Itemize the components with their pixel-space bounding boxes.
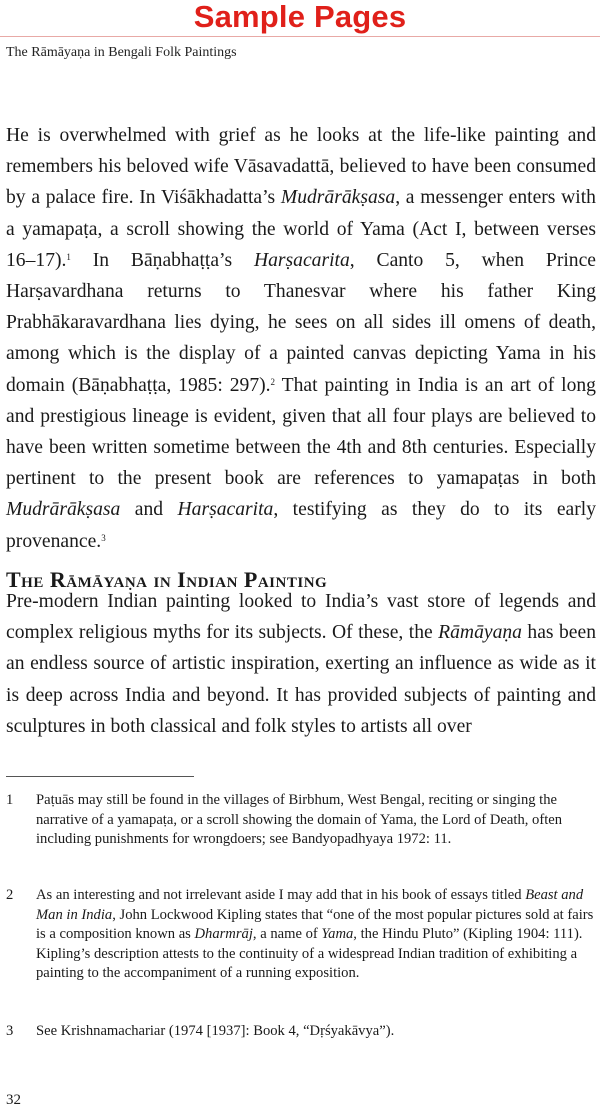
para2-text: has been an endless source of artistic inspiration, exerting an influence as wide as it is deep across India and beyond. It has provided subjects of painting and sculptures in both classical and folk styles to artists all over <box>6 622 596 737</box>
para1-title-harsacarita: Harṣacarita <box>253 249 350 271</box>
footnote-text <box>36 1022 596 1042</box>
footnote-divider <box>6 776 194 777</box>
footnote-text-part: See Krishnamachariar (1974 [1937]: Book 4, “Dṛśyakāvya”). <box>36 1023 395 1039</box>
running-head: The Rāmāyaṇa in Bengali Folk Paintings <box>6 45 237 60</box>
footnote-2 <box>6 886 596 984</box>
page-number: 32 <box>6 1092 21 1108</box>
para2-title-ramayana: Rāmāyaṇa <box>438 622 522 644</box>
footnote-term-dharmraj: Dharmrāj <box>194 926 253 942</box>
para1-text: In Bāṇabhaṭṭa’s <box>70 249 254 271</box>
sample-pages-banner: Sample Pages <box>193 0 407 34</box>
para1-text: He is overwhelmed with grief as he looks at the life-like painting and remembers his beloved wife Vāsavadattā, believed to have been consumed by a palace fire. In Viśākhadatta’s <box>6 125 596 209</box>
footnote-ref-3: 3 <box>101 532 106 543</box>
para1-text: , Canto 5, when Prince Harṣavardhana returns to Thanesvar where his father King Prabhākaravardhana lies dying, he sees on all sides ill omens of death, among which is the display of a painted canvas depicting Yama in his domain (Bāṇabhaṭṭa, 1985: 297). <box>6 249 596 396</box>
footnote-term-yama: Yama <box>321 926 354 942</box>
para1-text: , testifying as they do to its early provenance. <box>6 499 596 552</box>
footnote-text-part: , the Hindu Pluto” (Kipling 1904: 111). Kipling’s description attests to the continuity of a widespread Indian tradition of exhibiting a painting to the accompaniment of a running exposition. <box>36 926 583 981</box>
para1-text: and <box>120 499 178 521</box>
section-heading: The Rāmāyaṇa in Indian Painting <box>6 567 328 592</box>
footnote-text <box>36 886 596 984</box>
footnote-text-part: Paṭuās may still be found in the villages of Birbhum, West Bengal, reciting or singing the narrative of a yamapaṭa, or a scroll showing the domain of Yama, the Lord of Death, often including punishments for wrongdoers; see Bandyopadhyaya 1972: 11. <box>36 792 563 847</box>
footnote-number: 3 <box>6 1023 14 1039</box>
footnote-text-part: As an interesting and not irrelevant aside I may add that in his book of essays titled <box>36 887 526 903</box>
footnote-1 <box>6 791 596 850</box>
para1-title-harsacarita: Harṣacarita <box>177 499 274 521</box>
footnote-ref-2: 2 <box>270 376 276 387</box>
footnote-number: 1 <box>6 792 14 808</box>
footnote-ref-1: 1 <box>66 251 71 262</box>
footnote-book-title: Beast and Man in India <box>36 887 584 923</box>
para2-text: Pre-modern Indian painting looked to India’s vast store of legends and complex religious myths for its subjects. Of these, the <box>6 591 596 644</box>
para1-title-mudraraksasa: Mudrārākṣasa <box>6 499 121 521</box>
footnote-text-part: , John Lockwood Kipling states that “one of the most popular pictures sold at fairs is a composition known as <box>36 906 594 942</box>
footnote-text <box>36 791 596 850</box>
para1-text: That painting in India is an art of long and prestigious lineage is evident, given that all four plays are believed to have been written sometime between the 4th and 8th centuries. Especially pertinent to the present book are references to yamapaṭas in both <box>6 374 596 490</box>
banner-divider <box>0 36 600 37</box>
body-paragraph-2 <box>6 586 596 742</box>
footnote-text-part: , a name of <box>252 926 322 942</box>
para1-title-mudraraksasa: Mudrārākṣasa <box>280 187 396 209</box>
footnote-number: 2 <box>6 887 14 903</box>
para1-text: , a messenger enters with a yamapaṭa, a scroll showing the world of Yama (Act I, between verses 16–17). <box>6 187 596 271</box>
footnote-3 <box>6 1022 596 1042</box>
body-paragraph-1 <box>6 120 596 557</box>
